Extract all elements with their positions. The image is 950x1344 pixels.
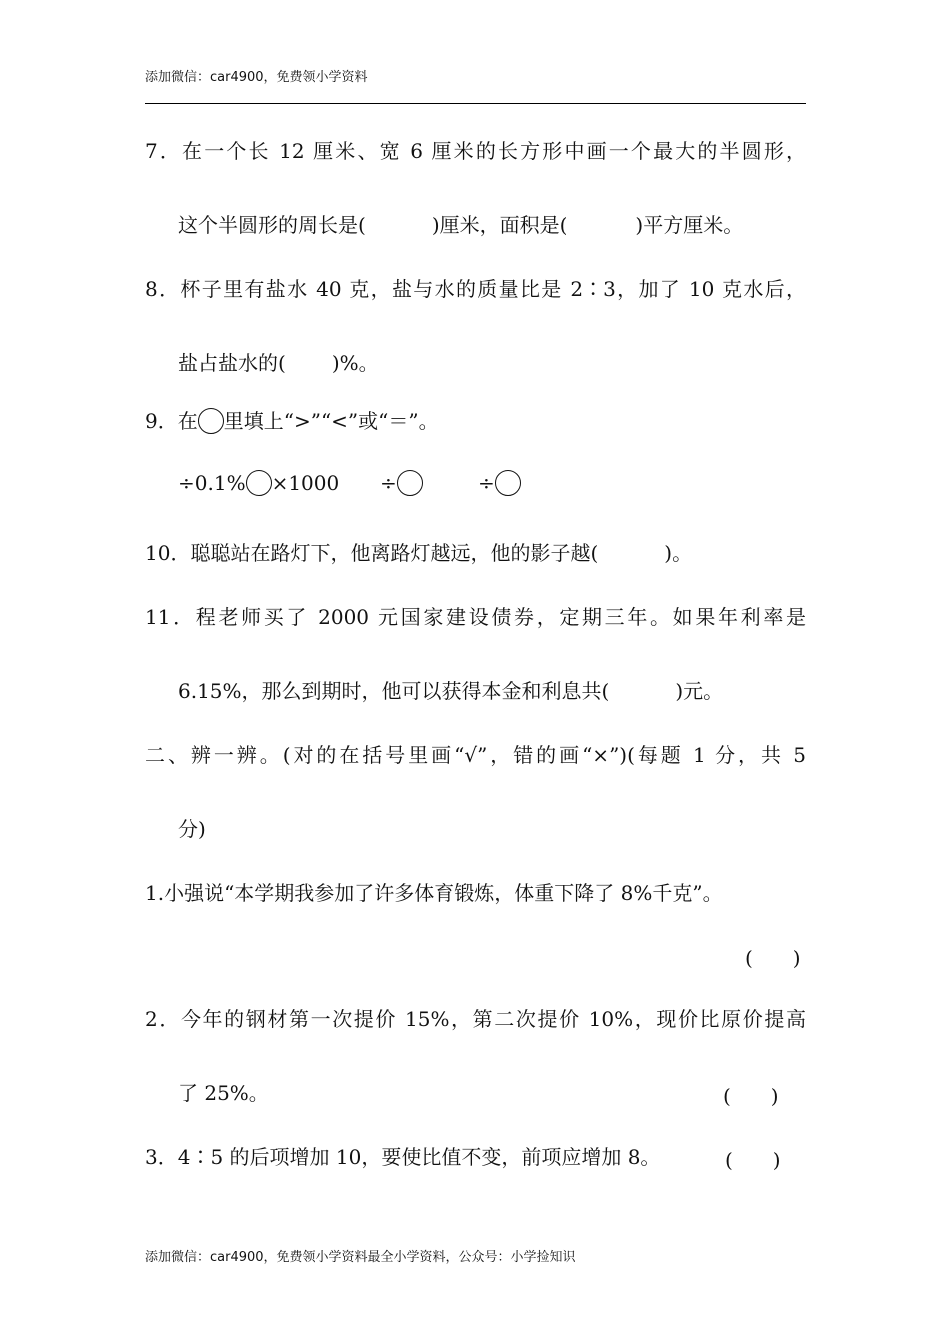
page-footer: 添加微信：car4900，免费领小学资料最全小学资料，公众号：小学捡知识 [145, 1250, 576, 1265]
q11-line2 [178, 678, 723, 704]
q9-compare-circle-1[interactable] [246, 470, 272, 496]
q10-part1: 10．聪聪站在路灯下，他离路灯越远，他的影子越( [145, 541, 599, 565]
section2-heading-line2: 分) [178, 817, 206, 841]
q7-line2 [178, 212, 743, 238]
q7-line2-part1: 这个半圆形的周长是( [178, 213, 366, 237]
q8-line1: 8．杯子里有盐水 40 克，盐与水的质量比是 2∶3，加了 10 克水后， [145, 277, 806, 301]
j2-answer-paren[interactable]: ( ) [723, 1084, 779, 1108]
q7-line1: 7．在一个长 12 厘米、宽 6 厘米的长方形中画一个最大的半圆形， [145, 139, 806, 163]
q9-line1-part1: 9．在 [145, 409, 198, 433]
q9-expr1 [178, 470, 339, 496]
q9-expr3 [478, 470, 521, 496]
j3-text: 3．4∶5 的后项增加 10，要使比值不变，前项应增加 8。 [145, 1145, 661, 1169]
j3-answer-paren[interactable]: ( ) [725, 1148, 781, 1172]
q11-line1: 11．程老师买了 2000 元国家建设债券，定期三年。如果年利率是 [145, 605, 806, 629]
circle-blank-icon [198, 408, 224, 434]
q9-compare-circle-3[interactable] [495, 470, 521, 496]
j2-line2: 了 25%。 [178, 1081, 269, 1105]
q10-part2: )。 [664, 541, 693, 565]
q9-line1 [145, 408, 439, 434]
q9-line1-part2: 里填上“>”“<”或“＝”。 [223, 409, 439, 433]
q7-line2-part3: )平方厘米。 [635, 213, 744, 237]
q9-expr3-text: ÷ [478, 471, 495, 495]
q8-line2 [178, 350, 379, 376]
q7-line2-part2: )厘米，面积是( [431, 213, 568, 237]
q10-line [145, 540, 692, 566]
q9-expr2-text: ÷ [380, 471, 397, 495]
q9-compare-circle-2[interactable] [397, 470, 423, 496]
q8-line2-part2: )%。 [331, 351, 379, 375]
j2-line1: 2．今年的钢材第一次提价 15%，第二次提价 10%，现价比原价提高 [145, 1007, 806, 1031]
q11-line2-part1: 6.15%，那么到期时，他可以获得本金和利息共( [178, 679, 610, 703]
q9-expr2 [380, 470, 423, 496]
j1-answer-paren[interactable]: ( ) [745, 946, 801, 970]
q9-expr1-part1: ÷0.1% [178, 471, 246, 495]
page-header: 添加微信：car4900，免费领小学资料 [145, 70, 368, 85]
q9-expr1-part2: ×1000 [271, 471, 340, 495]
q8-line2-part1: 盐占盐水的( [178, 351, 286, 375]
q11-line2-part2: )元。 [675, 679, 724, 703]
header-rule [145, 103, 806, 104]
j1-text: 1.小强说“本学期我参加了许多体育锻炼，体重下降了 8%千克”。 [145, 881, 723, 905]
section2-heading-line1: 二、辨一辨。(对的在括号里画“√”，错的画“×”)(每题 1 分，共 5 [145, 743, 806, 767]
